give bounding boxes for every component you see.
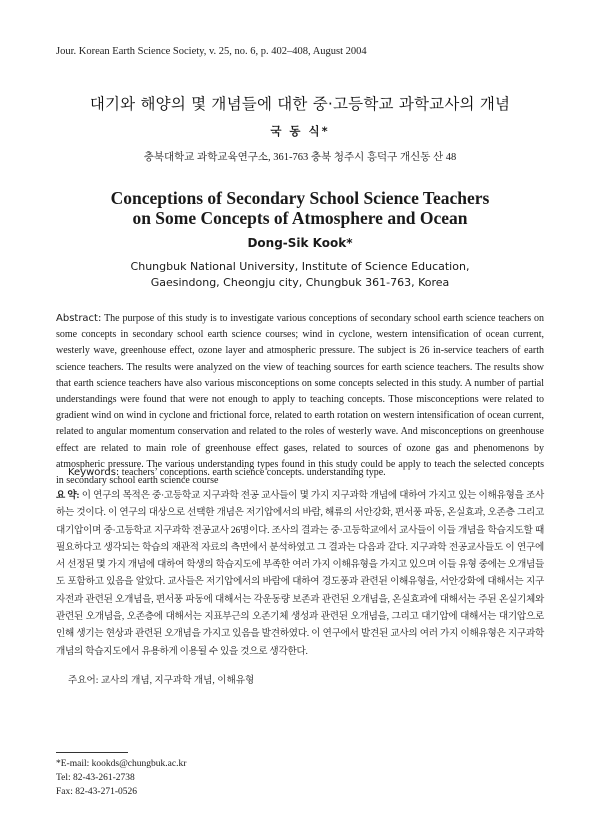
english-title-line-1: Conceptions of Secondary School Science Teachers xyxy=(110,188,490,208)
footnote-tel: Tel: 82-43-261-2738 xyxy=(56,773,135,783)
english-affiliation-line-1: Chungbuk National University, Institute of Science Education, xyxy=(130,260,470,273)
korean-title: 대기와 해양의 몇 개념들에 대한 중·고등학교 과학교사의 개념 xyxy=(89,95,511,113)
english-title-line-2: on Some Concepts of Atmosphere and Ocean xyxy=(132,208,468,228)
english-title xyxy=(0,188,600,228)
english-keywords xyxy=(68,467,538,478)
english-affiliation xyxy=(0,259,600,291)
abstract-label: Abstract: xyxy=(56,313,102,324)
korean-abstract-text: 이 연구의 목적은 중·고등학교 지구과학 전공 교사들이 몇 가지 지구과학 개념에 대하여 가지고 있는 이해유형을 조사하는 것이다. 이 연구의 대상으로 선택한 개념은 저기압에서의 바람, 해류의 서안강화, 편서풍 파동, 온실효과, 오존층 그리고 대기압이며 중·고등학교 지구과학 전공교사 26명이다. 조사의 결과는 중·고등학교에서 교사들이 이들 개념을 학습지도할 때 필요하다고 생각되는 학습의 재관적 자료의 측면에서 분석하였고 그 결과는 다음과 같다. 지구과학 전공교사들도 이 연구에서 선정된 몇 가지 개념에 대하여 학생의 학습지도에 부족한 여러 가지 이해유형을 가지고 있으며 이들 유형 중에는 오개념들도 포함하고 있음을 알았다. 교사들은 저기압에서의 바람에 대하여 경도풍과 관련된 이해유형을, 서안강화에 대해서는 지구자전과 관련된 오개념을, 편서풍 파동에 대해서는 각운동량 보존과 관련된 오개념을, 온실효과에 대해서는 주된 온실기체와 관련된 오개념을, 오존층에 대해서는 지표부근의 오존기체 생성과 관련된 오개념을, 그리고 대기압에 대해서는 대기압으로 인해 생기는 현상과 관련된 오개념을 가지고 있음을 발견하였다. 이 연구에서 발견된 교사의 여러 가지 이해유형은 지구과학개념의 학습지도에서 유용하게 이용될 수 있을 것으로 생각한다. xyxy=(56,490,544,657)
abstract-text: The purpose of this study is to investigate various conceptions of secondary school earth science teachers on some concepts in secondary school earth science courses; wind in cyclone, western intensification of ocean current, westerly wave, greenhouse effect, ozone layer and atmospheric pressure. The subject is 26 in-service teachers of earth science teachers. The results were analyzed on the view of teaching sources for earth science teachers. The results show that earth science teachers have also various misconceptions on some concepts selected in this study. A number of partial understandings were found that were not enough to apply to teaching concepts. Those misconceptions were related to gradient wind on wind in cyclone and frictional force, related to earth rotation on western intensification of ocean current, related to angular momentum conservation and related to the roles of westerly wave. And misconceptions on greenhouse effect are related to main role of greenhouse effect gases, related to sources of ozone gas and phenomenons by atmospheric pressure. The various understanding types found in this study could be apply to teach the selected concepts in secondary school earth science course xyxy=(56,313,544,487)
footnote-email: *E-mail: kookds@chungbuk.ac.kr xyxy=(56,759,187,769)
keywords-label: Keywords: xyxy=(68,467,120,478)
korean-author: 국 동 식* xyxy=(270,124,330,138)
footnote xyxy=(56,757,186,799)
english-author: Dong-Sik Kook* xyxy=(247,236,353,250)
korean-keywords: 주요어: 교사의 개념, 지구과학 개념, 이해유형 xyxy=(68,675,255,686)
footnote-divider xyxy=(56,752,128,753)
english-abstract xyxy=(56,311,544,489)
korean-affiliation: 충북대학교 과학교육연구소, 361-763 충북 청주시 흥덕구 개신동 산 48 xyxy=(143,152,457,163)
korean-abstract-label: 요 약: xyxy=(56,490,80,501)
english-affiliation-line-2: Gaesindong, Cheongju city, Chungbuk 361-763, Korea xyxy=(150,276,450,289)
journal-citation: Jour. Korean Earth Science Society, v. 25, no. 6, p. 402–408, August 2004 xyxy=(56,46,367,57)
keywords-text: teachers’ conceptions. earth science concepts. understanding type. xyxy=(119,467,386,478)
korean-abstract xyxy=(56,487,544,660)
footnote-fax: Fax: 82-43-271-0526 xyxy=(56,787,138,797)
